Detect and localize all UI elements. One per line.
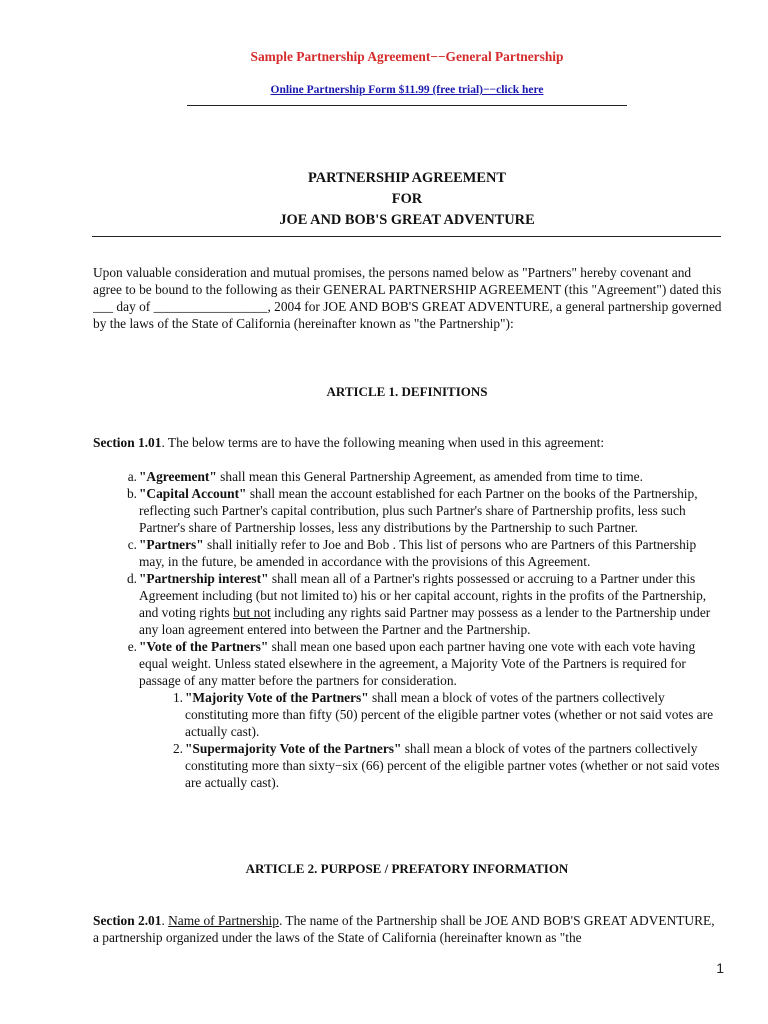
online-partnership-form-link[interactable]: Online Partnership Form $11.99 (free trial)−−click here bbox=[270, 84, 544, 96]
title-line-1: PARTNERSHIP AGREEMENT bbox=[308, 170, 506, 186]
underlined-phrase: but not bbox=[233, 605, 271, 620]
vote-sublist bbox=[169, 689, 721, 791]
definition-text: shall mean a block of votes of the partners collectively constituting more than fifty (50) percent of the eligible partner votes (whether or not said votes are actually cast). bbox=[185, 690, 714, 739]
section-1-01 bbox=[93, 434, 723, 451]
definition-term: "Vote of the Partners" bbox=[139, 639, 269, 654]
section-2-01-label: Section 2.01 bbox=[93, 913, 162, 928]
agreement-title-block bbox=[0, 168, 768, 231]
list-marker: a. bbox=[127, 469, 137, 484]
header-divider bbox=[187, 105, 627, 106]
vote-subitem-1 bbox=[169, 689, 721, 740]
article-1-heading: ARTICLE 1. DEFINITIONS bbox=[326, 384, 488, 399]
title-divider bbox=[92, 236, 721, 237]
list-marker: e. bbox=[127, 639, 137, 654]
definition-text: shall initially refer to Joe and Bob . This list of persons who are Partners of this Partnership may, in the future, be amended in accordance with the provisions of this Agreement. bbox=[139, 537, 697, 569]
definition-item-d bbox=[121, 570, 721, 638]
title-line-3: JOE AND BOB'S GREAT ADVENTURE bbox=[279, 212, 535, 228]
page-number: 1 bbox=[716, 960, 724, 976]
section-2-01-sep: . bbox=[161, 913, 169, 928]
definition-text: shall mean this General Partnership Agreement, as amended from time to time. bbox=[216, 469, 643, 484]
online-form-link-wrapper bbox=[0, 82, 768, 99]
list-marker: c. bbox=[127, 537, 137, 552]
definition-term: "Supermajority Vote of the Partners" bbox=[185, 741, 402, 756]
definitions-list bbox=[121, 468, 721, 791]
document-header-title: Sample Partnership Agreement−−General Partnership bbox=[250, 49, 564, 64]
definition-text: shall mean a block of votes of the partners collectively constituting more than sixty−six (66) percent of the eligible partner votes (whether or not said votes are actually cast). bbox=[185, 741, 720, 790]
definition-item-e bbox=[121, 638, 721, 791]
definition-text: shall mean the account established for each Partner on the books of the Partnership, reflecting such Partner's capital contribution, plus such Partner's share of Partnership profits, less such Partner's share of Partnership losses, less any distributions by the Partnership to such Partner. bbox=[139, 486, 698, 535]
definition-text-continued: including any rights said Partner may possess as a lender to the Partnership under any loan agreement entered into between the Partner and the Partnership. bbox=[139, 605, 711, 637]
definition-item-b bbox=[121, 485, 721, 536]
definition-term: "Partners" bbox=[139, 537, 204, 552]
section-2-01-underlined: Name of Partnership bbox=[168, 913, 279, 928]
article-2-heading: ARTICLE 2. PURPOSE / PREFATORY INFORMATION bbox=[245, 861, 569, 876]
title-line-2: FOR bbox=[391, 191, 423, 207]
definition-text: shall mean one based upon each partner having one vote with each vote having equal weight. Unless stated elsewhere in the agreement, a Majority Vote of the Partners is required for passage of any matter before the partners for consideration. bbox=[139, 639, 696, 688]
list-marker: 2. bbox=[172, 741, 183, 756]
section-2-01-text: . The name of the Partnership shall be JOE AND BOB'S GREAT ADVENTURE, a partnership organized under the laws of the State of California (hereinafter known as "the bbox=[93, 913, 715, 945]
definition-item-a bbox=[121, 468, 721, 485]
definition-term: "Capital Account" bbox=[139, 486, 247, 501]
vote-subitem-2 bbox=[169, 740, 721, 791]
section-1-01-text: . The below terms are to have the following meaning when used in this agreement: bbox=[161, 435, 605, 450]
intro-paragraph: Upon valuable consideration and mutual promises, the persons named below as "Partners" hereby covenant and agree to be bound to the following as their GENERAL PARTNERSHIP AGREEMENT (this "Agreement") dated this ___ day of _________________, 2004 for JOE AND BOB'S GREAT ADVENTURE, a general partnership governed by the laws of the State of California (hereinafter known as "the Partnership"): bbox=[93, 265, 722, 331]
definition-term: "Partnership interest" bbox=[139, 571, 269, 586]
list-marker: 1. bbox=[172, 690, 183, 705]
section-1-01-label: Section 1.01 bbox=[93, 435, 162, 450]
section-2-01 bbox=[93, 912, 723, 946]
definition-term: "Agreement" bbox=[139, 469, 217, 484]
list-marker: b. bbox=[126, 486, 137, 501]
definition-item-c bbox=[121, 536, 721, 570]
definition-term: "Majority Vote of the Partners" bbox=[185, 690, 369, 705]
definition-text: shall mean all of a Partner's rights possessed or accruing to a Partner under this Agreement including (but not limited to) his or her capital account, rights in the profits of the Partnership, and voting rights bbox=[139, 571, 707, 620]
list-marker: d. bbox=[126, 571, 137, 586]
